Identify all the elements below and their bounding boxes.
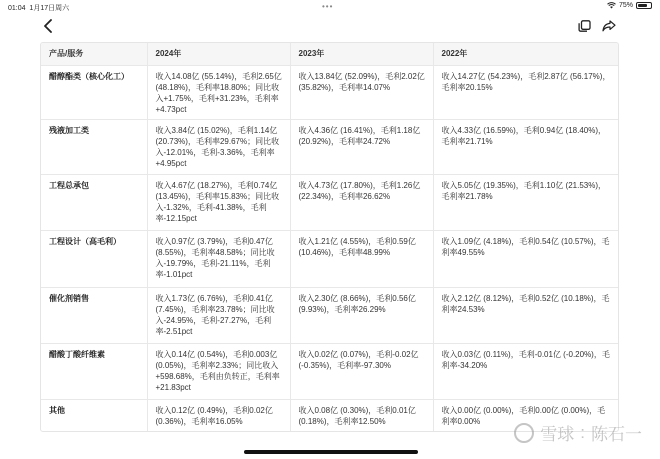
share-button[interactable] [597, 14, 621, 38]
cell-2024: 收入4.67亿 (18.27%)，毛利0.74亿 (13.45%)，毛利率15.83%；同比收入-1.32%，毛利-41.38%，毛利率-12.15pct [147, 175, 290, 231]
home-indicator[interactable] [244, 450, 418, 454]
table-row [41, 231, 618, 288]
financial-table [40, 42, 619, 432]
table-row [41, 288, 618, 344]
cell-2023: 收入4.36亿 (16.41%)，毛利1.18亿 (20.92%)，毛利率24.72% [290, 120, 433, 175]
table-header-row [41, 43, 618, 66]
cell-2022: 收入2.12亿 (8.12%)，毛利0.52亿 (10.18%)，毛利率24.53% [433, 288, 618, 344]
watermark-site: 雪球 [540, 425, 575, 444]
multitask-dots[interactable]: ••• [322, 2, 334, 11]
status-time: 01:04 [8, 5, 26, 12]
watermark-author: 陈石一 [591, 425, 642, 444]
table-row [41, 344, 618, 400]
status-bar [0, 0, 660, 14]
cell-2023: 收入0.02亿 (0.07%)，毛利-0.02亿 (-0.35%)，毛利率-97.30% [290, 344, 433, 400]
copy-icon [578, 20, 591, 33]
cell-2022: 收入0.00亿 (0.00%)，毛利0.00亿 (0.00%)，毛利率0.00% [441, 406, 606, 426]
row-category: 醋酸丁酸纤维素 [41, 344, 147, 400]
header-2023: 2023年 [290, 43, 433, 66]
cell-2024: 收入1.73亿 (6.76%)，毛利0.41亿 (7.45%)，毛利率23.78%；同比收入-24.95%，毛利-27.27%，毛利率-2.51pct [147, 288, 290, 344]
cell-2024: 收入0.97亿 (3.79%)，毛利0.47亿 (8.55%)，毛利率48.58%；同比收入-19.79%，毛利-21.11%，毛利率-1.01pct [147, 231, 290, 288]
cell-2023: 收入1.21亿 (4.55%)，毛利0.59亿 (10.46%)，毛利率48.99% [290, 231, 433, 288]
snowball-logo-icon [514, 423, 534, 443]
chevron-left-icon [43, 19, 53, 33]
header-2024: 2024年 [147, 43, 290, 66]
navigation-bar [0, 14, 660, 40]
cell-2023: 收入2.30亿 (8.66%)，毛利0.56亿 (9.93%)，毛利率26.29% [290, 288, 433, 344]
row-category: 醋醇酯类（核心化工） [41, 66, 147, 120]
row-category: 其他 [41, 400, 147, 432]
cell-2022: 收入0.03亿 (0.11%)，毛利-0.01亿 (-0.20%)，毛利率-34.20% [433, 344, 618, 400]
row-category: 催化剂销售 [41, 288, 147, 344]
row-category: 工程设计（高毛利） [41, 231, 147, 288]
watermark [514, 420, 642, 445]
status-right [607, 2, 652, 9]
cell-2024: 收入0.14亿 (0.54%)，毛利0.003亿 (0.05%)，毛利率2.33%；同比收入+598.68%，毛利由负转正，毛利率+21.83pct [147, 344, 290, 400]
cell-2024: 收入0.12亿 (0.49%)，毛利0.02亿 (0.36%)，毛利率16.05% [147, 400, 290, 432]
battery-percent: 75% [618, 2, 633, 9]
wifi-icon [607, 2, 616, 9]
cell-2023: 收入4.73亿 (17.80%)，毛利1.26亿 (22.34%)，毛利率26.62% [290, 175, 433, 231]
row-category: 残液加工类 [41, 120, 147, 175]
cell-2022: 收入4.33亿 (16.59%)，毛利0.94亿 (18.40%)，毛利率21.71% [433, 120, 618, 175]
cell-2022: 收入5.05亿 (19.35%)，毛利1.10亿 (21.53%)，毛利率21.78% [433, 175, 618, 231]
table-row [41, 120, 618, 175]
row-category: 工程总承包 [41, 175, 147, 231]
cell-2022: 收入1.09亿 (4.18%)，毛利0.54亿 (10.57%)，毛利率49.55% [433, 231, 618, 288]
table-row [41, 175, 618, 231]
cell-2023: 收入0.08亿 (0.30%)，毛利0.01亿 (0.18%)，毛利率12.50% [290, 400, 433, 432]
watermark-separator: : [580, 422, 585, 442]
header-2022: 2022年 [433, 43, 618, 66]
cell-2024: 收入3.84亿 (15.02%)，毛利1.14亿 (20.73%)，毛利率29.67%；同比收入-12.01%，毛利-3.36%，毛利率+4.95pct [147, 120, 290, 175]
back-button[interactable] [36, 14, 60, 38]
cell-2024: 收入14.08亿 (55.14%)，毛利2.65亿 (48.18%)，毛利率18.80%；同比收入+1.75%，毛利+31.23%，毛利率+4.73pct [147, 66, 290, 120]
copy-button[interactable] [572, 14, 596, 38]
share-icon [602, 20, 616, 32]
table-row [41, 66, 618, 120]
battery-icon [636, 2, 652, 9]
cell-2022: 收入14.27亿 (54.23%)，毛利2.87亿 (56.17%)，毛利率20.15% [433, 66, 618, 120]
status-time-date [8, 3, 69, 13]
cell-2023: 收入13.84亿 (52.09%)，毛利2.02亿 (35.82%)，毛利率14.07% [290, 66, 433, 120]
header-product: 产品/服务 [41, 43, 147, 66]
status-date: 1月17日周六 [29, 5, 70, 12]
